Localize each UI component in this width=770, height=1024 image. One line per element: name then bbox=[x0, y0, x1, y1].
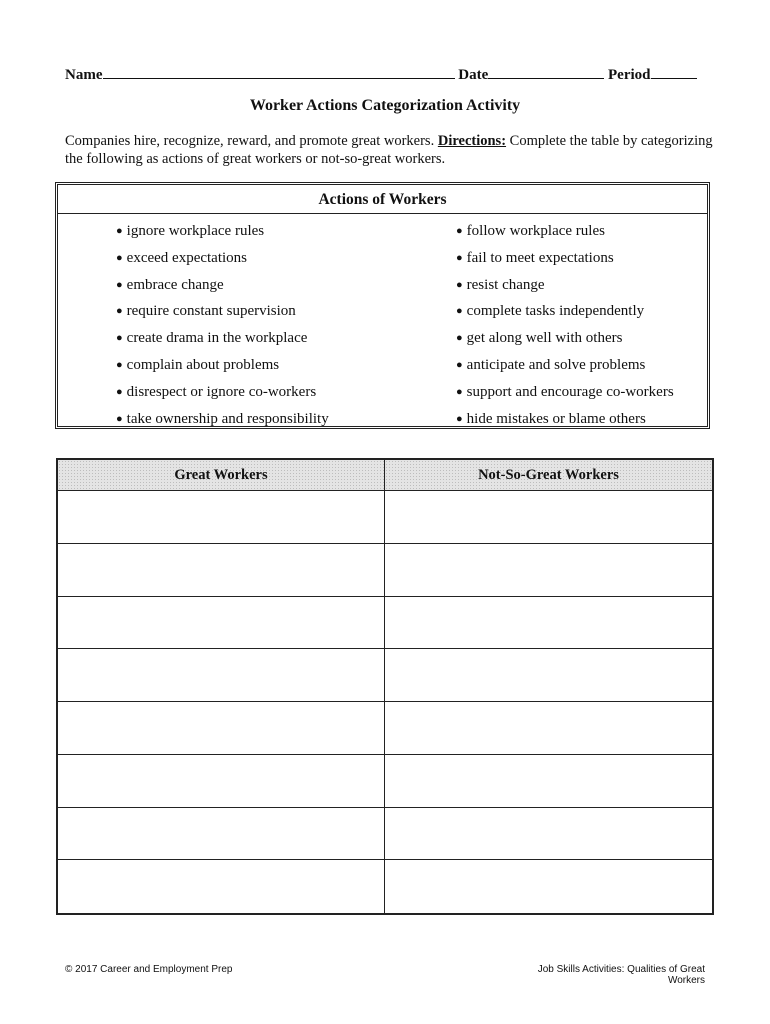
action-text: support and encourage co-workers bbox=[466, 383, 674, 400]
action-text: fail to meet expectations bbox=[466, 249, 614, 266]
bullet-icon: ● bbox=[456, 332, 463, 345]
bullet-icon: ● bbox=[456, 225, 463, 237]
action-text: complete tasks independently bbox=[466, 303, 645, 320]
action-text: disrespect or ignore co-workers bbox=[126, 383, 317, 400]
action-text: create drama in the workplace bbox=[126, 330, 308, 347]
bullet-icon: ● bbox=[456, 385, 463, 398]
great-workers-answer-cell[interactable] bbox=[58, 755, 385, 808]
not-so-great-workers-answer-cell[interactable] bbox=[385, 491, 712, 544]
action-item bbox=[456, 218, 674, 245]
not-so-great-workers-answer-cell[interactable] bbox=[385, 597, 712, 650]
not-so-great-workers-header: Not-So-Great Workers bbox=[385, 460, 712, 491]
action-text: follow workplace rules bbox=[466, 223, 605, 239]
great-workers-answer-cell[interactable] bbox=[58, 860, 385, 913]
great-workers-answer-cell[interactable] bbox=[58, 491, 385, 544]
name-label: Name bbox=[65, 67, 103, 83]
action-text: exceed expectations bbox=[126, 249, 248, 266]
action-item bbox=[456, 325, 674, 352]
action-item bbox=[456, 272, 674, 299]
action-item bbox=[116, 406, 329, 433]
date-label: Date bbox=[458, 67, 489, 83]
action-text: hide mistakes or blame others bbox=[466, 410, 646, 427]
action-item bbox=[116, 352, 329, 379]
student-info-line bbox=[65, 64, 705, 84]
not-so-great-workers-answer-cell[interactable] bbox=[385, 808, 712, 861]
great-workers-answer-cell[interactable] bbox=[58, 544, 385, 597]
bullet-icon: ● bbox=[116, 332, 123, 345]
great-workers-answer-cell[interactable] bbox=[58, 649, 385, 702]
bullet-icon: ● bbox=[116, 358, 123, 371]
bullet-icon: ● bbox=[116, 412, 123, 425]
action-text: anticipate and solve problems bbox=[466, 356, 646, 373]
great-workers-answer-cell[interactable] bbox=[58, 808, 385, 861]
action-text: complain about problems bbox=[126, 356, 280, 373]
action-text: get along well with others bbox=[466, 330, 623, 347]
bullet-icon: ● bbox=[116, 278, 123, 291]
period-label: Period bbox=[608, 67, 651, 83]
actions-right-column bbox=[456, 218, 674, 432]
actions-left-column bbox=[116, 218, 329, 432]
not-so-great-workers-answer-cell[interactable] bbox=[385, 702, 712, 755]
bullet-icon: ● bbox=[456, 305, 463, 318]
action-text: require constant supervision bbox=[126, 303, 296, 320]
categorization-table bbox=[56, 458, 714, 915]
action-item bbox=[456, 352, 674, 379]
actions-box-title: Actions of Workers bbox=[58, 185, 707, 214]
page-title: Worker Actions Categorization Activity bbox=[249, 97, 521, 114]
bullet-icon: ● bbox=[116, 225, 123, 237]
intro-text: Companies hire, recognize, reward, and promote great workers. bbox=[65, 133, 438, 149]
bullet-icon: ● bbox=[456, 278, 463, 291]
action-item bbox=[116, 325, 329, 352]
action-text: ignore workplace rules bbox=[126, 223, 265, 239]
period-field[interactable] bbox=[651, 64, 697, 79]
action-item bbox=[456, 379, 674, 406]
action-item bbox=[116, 245, 329, 272]
great-workers-answer-cell[interactable] bbox=[58, 597, 385, 650]
footer-series-title: Job Skills Activities: Qualities of Great Workers bbox=[537, 964, 705, 986]
action-text: take ownership and responsibility bbox=[126, 410, 329, 427]
action-item bbox=[456, 245, 674, 272]
action-item bbox=[116, 298, 329, 325]
bullet-icon: ● bbox=[116, 305, 123, 318]
bullet-icon: ● bbox=[456, 412, 463, 425]
bullet-icon: ● bbox=[116, 251, 123, 264]
bullet-icon: ● bbox=[116, 385, 123, 398]
intro-paragraph bbox=[65, 132, 715, 168]
action-text: embrace change bbox=[126, 276, 224, 293]
not-so-great-workers-answer-cell[interactable] bbox=[385, 755, 712, 808]
directions-text: Complete the table by categorizing the following as actions of great workers or not-so-great workers. bbox=[65, 133, 713, 167]
action-item bbox=[456, 298, 674, 325]
great-workers-header: Great Workers bbox=[58, 460, 385, 491]
bullet-icon: ● bbox=[456, 251, 463, 264]
action-item bbox=[116, 218, 329, 245]
directions-label: Directions: bbox=[437, 133, 507, 149]
name-field[interactable] bbox=[103, 64, 455, 79]
actions-of-workers-box bbox=[55, 182, 710, 429]
not-so-great-workers-answer-cell[interactable] bbox=[385, 649, 712, 702]
not-so-great-workers-answer-cell[interactable] bbox=[385, 544, 712, 597]
action-item bbox=[116, 272, 329, 299]
action-text: resist change bbox=[466, 276, 545, 293]
great-workers-answer-cell[interactable] bbox=[58, 702, 385, 755]
date-field[interactable] bbox=[488, 64, 604, 79]
not-so-great-workers-answer-cell[interactable] bbox=[385, 860, 712, 913]
footer-copyright: © 2017 Career and Employment Prep bbox=[65, 964, 233, 975]
action-item bbox=[456, 406, 674, 433]
action-item bbox=[116, 379, 329, 406]
bullet-icon: ● bbox=[456, 358, 463, 371]
